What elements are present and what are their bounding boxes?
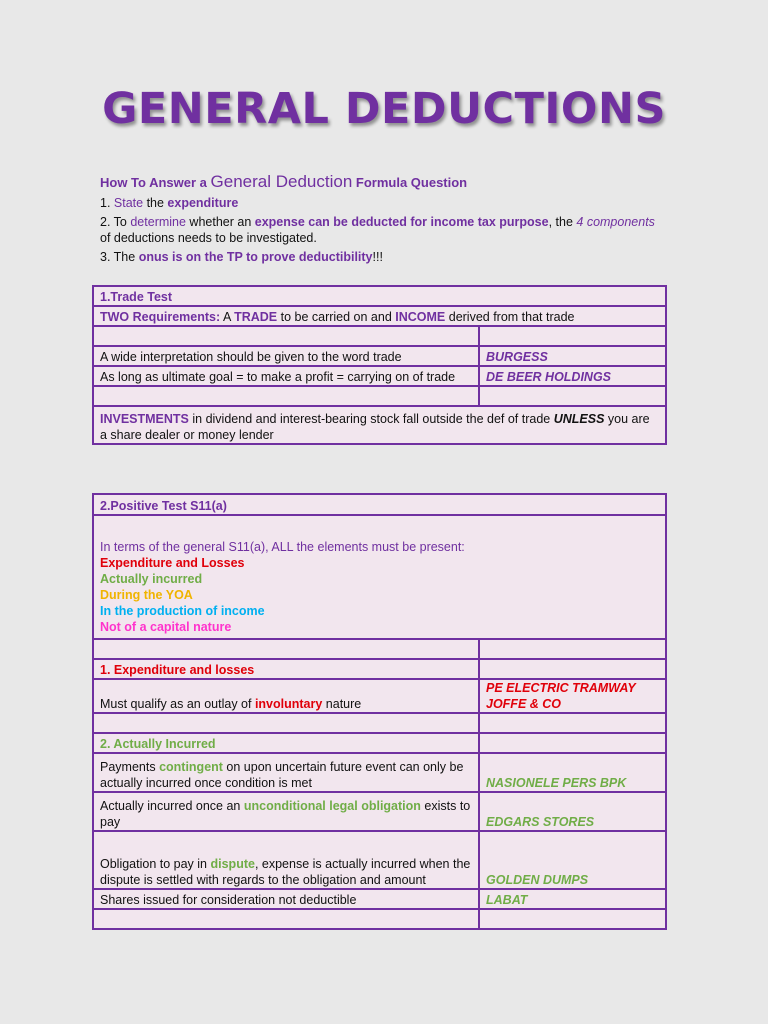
element-item: In the production of income: [100, 604, 265, 618]
case-name: NASIONELE PERS BPK: [479, 753, 666, 792]
element-item: Expenditure and Losses: [100, 556, 245, 570]
table-row: [93, 639, 666, 659]
intro-step-3: 3. The onus is on the TP to prove deductibility!!!: [100, 249, 383, 264]
section-heading: 2. Actually Incurred: [93, 733, 479, 753]
case-name: LABAT: [479, 889, 666, 909]
section-row-text: Obligation to pay in dispute, expense is actually incurred when the dispute is settled with regards to the obligation and amount: [93, 831, 479, 889]
investments-note: INVESTMENTS in dividend and interest-bearing stock fall outside the def of trade UNLESS you are a share dealer or money lender: [93, 406, 666, 444]
trade-requirements: TWO Requirements: A TRADE to be carried on and INCOME derived from that trade: [93, 306, 666, 326]
elements-cell: [93, 515, 666, 639]
trade-test-table: [92, 285, 667, 445]
table-row: [93, 326, 666, 346]
table-row: [93, 831, 666, 889]
table-row: [93, 733, 666, 753]
table-row: [93, 713, 666, 733]
trade-row-text: As long as ultimate goal = to make a profit = carrying on of trade: [93, 366, 479, 386]
elements-intro: In terms of the general S11(a), ALL the elements must be present:: [100, 540, 465, 554]
element-item: During the YOA: [100, 588, 193, 602]
case-names: [479, 679, 666, 713]
case-name: JOFFE & CO: [486, 697, 562, 711]
case-name: PE ELECTRIC TRAMWAY: [486, 681, 636, 695]
intro-step-1: 1. State the expenditure: [100, 196, 239, 210]
element-item: Not of a capital nature: [100, 620, 232, 634]
table-row: [93, 659, 666, 679]
table-row: [93, 889, 666, 909]
section-heading: 1. Expenditure and losses: [93, 659, 479, 679]
positive-test-heading: 2.Positive Test S11(a): [93, 494, 666, 515]
trade-test-heading: 1.Trade Test: [93, 286, 666, 306]
case-name: GOLDEN DUMPS: [479, 831, 666, 889]
table-row: [93, 792, 666, 831]
table-row: [93, 494, 666, 515]
section-row-text: Actually incurred once an unconditional legal obligation exists to pay: [93, 792, 479, 831]
positive-test-table: [92, 493, 667, 930]
case-name: EDGARS STORES: [479, 792, 666, 831]
intro-heading: How To Answer a General Deduction Formula Question: [100, 172, 468, 191]
case-name: DE BEER HOLDINGS: [479, 366, 666, 386]
table-row: [93, 406, 666, 444]
element-item: Actually incurred: [100, 572, 203, 586]
table-row: [93, 346, 666, 366]
section-row-text: Shares issued for consideration not deductible: [93, 889, 479, 909]
page-title: GENERAL DEDUCTIONS: [102, 84, 666, 134]
trade-row-text: A wide interpretation should be given to the word trade: [93, 346, 479, 366]
table-row: [93, 909, 666, 929]
table-row: [93, 286, 666, 306]
table-row: [93, 306, 666, 326]
case-name: BURGESS: [479, 346, 666, 366]
table-row: [93, 753, 666, 792]
section-row-text: Payments contingent on upon uncertain future event can only be actually incurred once condition is met: [93, 753, 479, 792]
table-row: [93, 366, 666, 386]
table-row: [93, 386, 666, 406]
intro-step-2: 2. To determine whether an expense can be deducted for income tax purpose, the 4 components of deductions needs to be investigated.: [100, 214, 655, 245]
section-row-text: Must qualify as an outlay of involuntary nature: [93, 679, 479, 713]
intro-section: [100, 170, 680, 267]
table-row: [93, 515, 666, 639]
table-row: [93, 679, 666, 713]
